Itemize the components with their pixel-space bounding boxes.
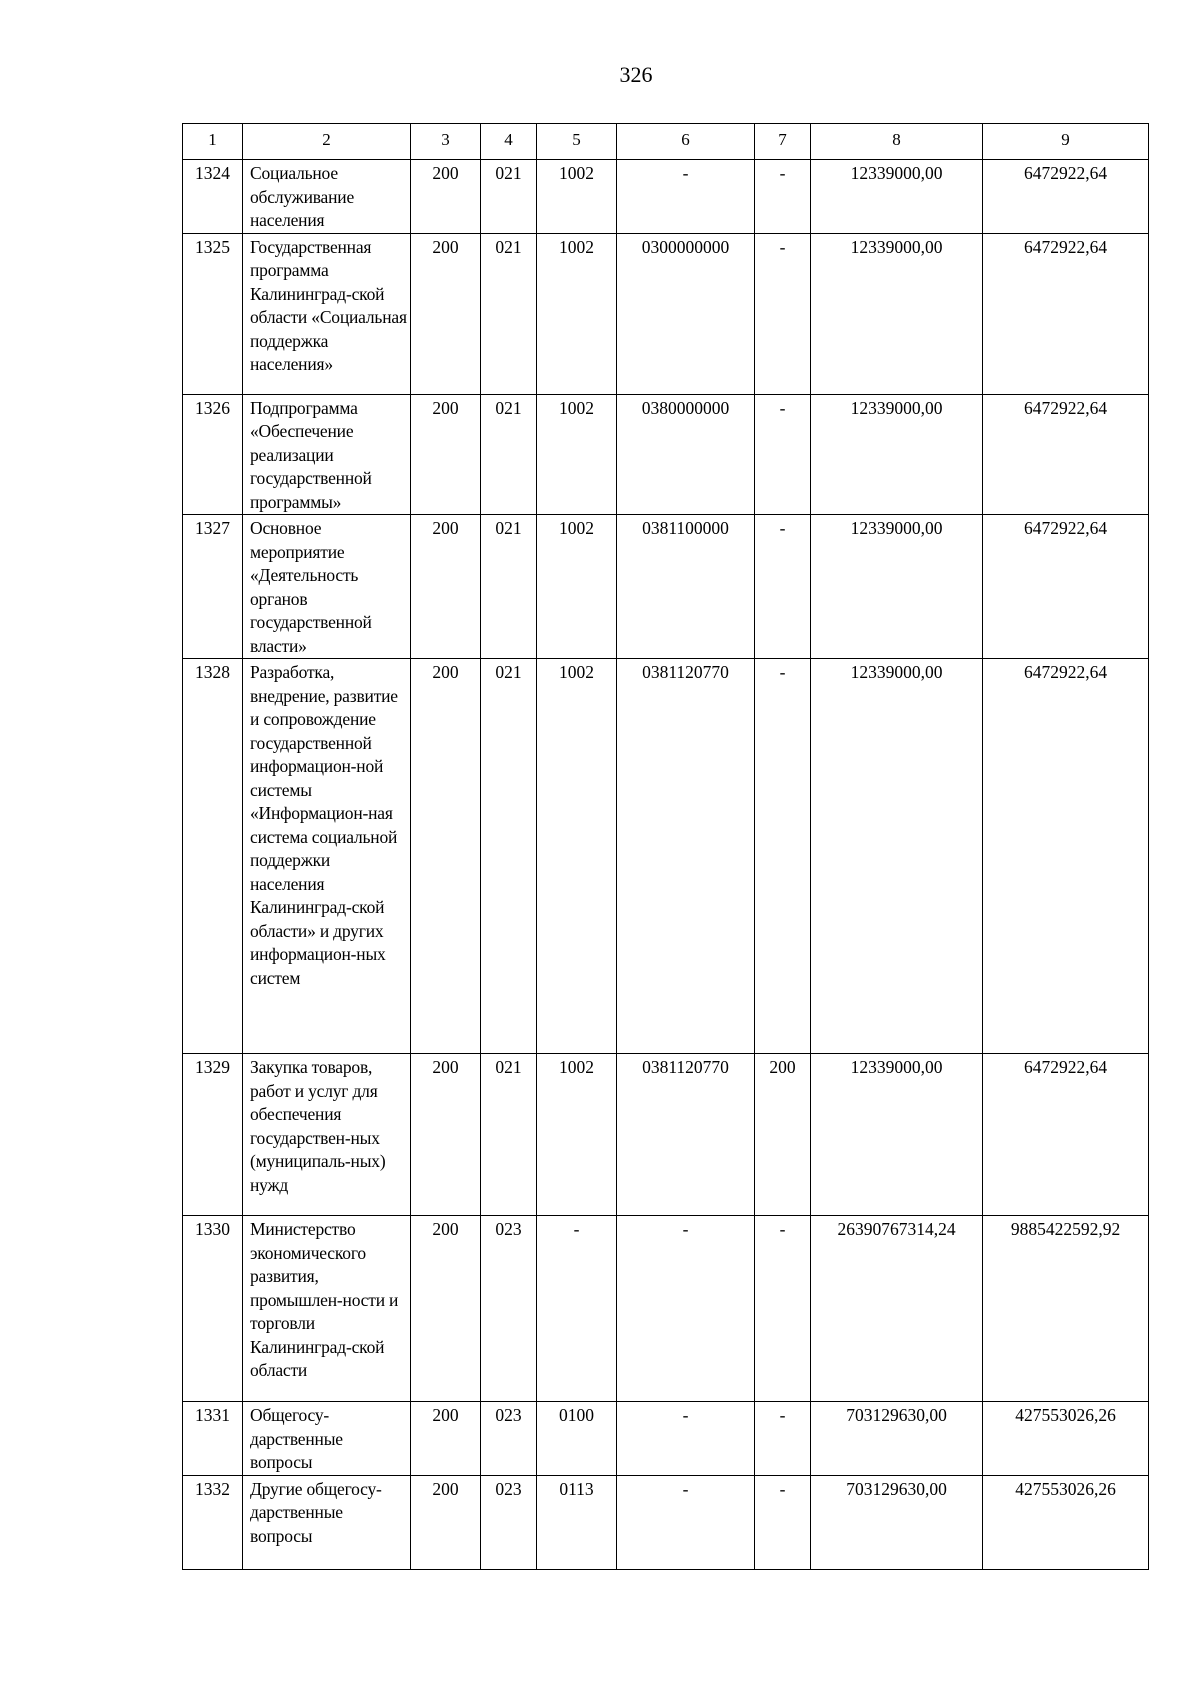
row-number-cell: 1325 xyxy=(183,233,243,394)
budget-table xyxy=(182,123,1149,1570)
cell-col8: 12339000,00 xyxy=(811,394,983,515)
table-header-row xyxy=(183,124,1149,160)
row-name-cell: Государственная программа Калининград-ской области «Социальная поддержка населения» xyxy=(243,233,411,394)
cell-col8: 12339000,00 xyxy=(811,1054,983,1216)
cell-col3: 200 xyxy=(411,1054,481,1216)
cell-col8: 703129630,00 xyxy=(811,1475,983,1569)
cell-col5: 0100 xyxy=(537,1402,617,1476)
row-number-cell: 1329 xyxy=(183,1054,243,1216)
cell-col5: 0113 xyxy=(537,1475,617,1569)
cell-col4: 021 xyxy=(481,394,537,515)
cell-col7: 200 xyxy=(755,1054,811,1216)
cell-col3: 200 xyxy=(411,659,481,1054)
column-header: 6 xyxy=(617,124,755,160)
table-row xyxy=(183,1216,1149,1402)
row-name-cell: Закупка товаров, работ и услуг для обеспечения государствен-ных (муниципаль-ных) нужд xyxy=(243,1054,411,1216)
column-header: 1 xyxy=(183,124,243,160)
cell-col9: 427553026,26 xyxy=(983,1402,1149,1476)
cell-col5: - xyxy=(537,1216,617,1402)
cell-col4: 023 xyxy=(481,1216,537,1402)
cell-col4: 023 xyxy=(481,1475,537,1569)
cell-col6: 0381120770 xyxy=(617,659,755,1054)
cell-col7: - xyxy=(755,233,811,394)
cell-col4: 021 xyxy=(481,233,537,394)
cell-col9: 9885422592,92 xyxy=(983,1216,1149,1402)
cell-col3: 200 xyxy=(411,515,481,659)
cell-col3: 200 xyxy=(411,1475,481,1569)
row-name-cell: Разработка, внедрение, развитие и сопровождение государственной информацион-ной системы «Информацион-ная система социальной поддержки населения Калининград-ской области» и других информацион-ных систем xyxy=(243,659,411,1054)
table-row xyxy=(183,659,1149,1054)
cell-col5: 1002 xyxy=(537,515,617,659)
cell-col8: 26390767314,24 xyxy=(811,1216,983,1402)
cell-col8: 12339000,00 xyxy=(811,233,983,394)
cell-col7: - xyxy=(755,160,811,234)
cell-col6: 0300000000 xyxy=(617,233,755,394)
cell-col5: 1002 xyxy=(537,233,617,394)
cell-col5: 1002 xyxy=(537,394,617,515)
row-name-cell: Министерство экономического развития, промышлен-ности и торговли Калининград-ской области xyxy=(243,1216,411,1402)
cell-col7: - xyxy=(755,1216,811,1402)
cell-col6: - xyxy=(617,1475,755,1569)
cell-col4: 021 xyxy=(481,160,537,234)
cell-col9: 6472922,64 xyxy=(983,160,1149,234)
table-row xyxy=(183,394,1149,515)
row-number-cell: 1327 xyxy=(183,515,243,659)
column-header: 4 xyxy=(481,124,537,160)
row-number-cell: 1328 xyxy=(183,659,243,1054)
cell-col4: 021 xyxy=(481,659,537,1054)
cell-col9: 6472922,64 xyxy=(983,515,1149,659)
row-number-cell: 1332 xyxy=(183,1475,243,1569)
cell-col9: 6472922,64 xyxy=(983,233,1149,394)
cell-col6: - xyxy=(617,160,755,234)
cell-col7: - xyxy=(755,394,811,515)
table-row xyxy=(183,1402,1149,1476)
cell-col9: 6472922,64 xyxy=(983,394,1149,515)
table-row xyxy=(183,1054,1149,1216)
cell-col6: 0380000000 xyxy=(617,394,755,515)
row-name-cell: Другие общегосу-дарственные вопросы xyxy=(243,1475,411,1569)
cell-col6: 0381120770 xyxy=(617,1054,755,1216)
cell-col9: 6472922,64 xyxy=(983,659,1149,1054)
row-number-cell: 1331 xyxy=(183,1402,243,1476)
cell-col4: 021 xyxy=(481,1054,537,1216)
cell-col4: 023 xyxy=(481,1402,537,1476)
cell-col4: 021 xyxy=(481,515,537,659)
row-number-cell: 1324 xyxy=(183,160,243,234)
page-number: 326 xyxy=(619,62,653,87)
cell-col9: 427553026,26 xyxy=(983,1475,1149,1569)
column-header: 3 xyxy=(411,124,481,160)
row-number-cell: 1330 xyxy=(183,1216,243,1402)
cell-col8: 12339000,00 xyxy=(811,160,983,234)
column-header: 9 xyxy=(983,124,1149,160)
cell-col7: - xyxy=(755,659,811,1054)
cell-col7: - xyxy=(755,1475,811,1569)
cell-col9: 6472922,64 xyxy=(983,1054,1149,1216)
cell-col5: 1002 xyxy=(537,1054,617,1216)
column-header: 8 xyxy=(811,124,983,160)
table-row xyxy=(183,160,1149,234)
cell-col3: 200 xyxy=(411,394,481,515)
cell-col8: 12339000,00 xyxy=(811,659,983,1054)
table-row xyxy=(183,1475,1149,1569)
cell-col7: - xyxy=(755,515,811,659)
cell-col6: - xyxy=(617,1402,755,1476)
cell-col3: 200 xyxy=(411,1216,481,1402)
row-name-cell: Общегосу-дарственные вопросы xyxy=(243,1402,411,1476)
cell-col6: - xyxy=(617,1216,755,1402)
cell-col6: 0381100000 xyxy=(617,515,755,659)
cell-col3: 200 xyxy=(411,1402,481,1476)
row-name-cell: Подпрограмма «Обеспечение реализации государственной программы» xyxy=(243,394,411,515)
column-header: 5 xyxy=(537,124,617,160)
cell-col8: 703129630,00 xyxy=(811,1402,983,1476)
cell-col7: - xyxy=(755,1402,811,1476)
cell-col5: 1002 xyxy=(537,659,617,1054)
table-row xyxy=(183,233,1149,394)
row-number-cell: 1326 xyxy=(183,394,243,515)
row-name-cell: Социальное обслуживание населения xyxy=(243,160,411,234)
table-row xyxy=(183,515,1149,659)
cell-col5: 1002 xyxy=(537,160,617,234)
column-header: 7 xyxy=(755,124,811,160)
cell-col3: 200 xyxy=(411,160,481,234)
row-name-cell: Основное мероприятие «Деятельность органов государственной власти» xyxy=(243,515,411,659)
column-header: 2 xyxy=(243,124,411,160)
cell-col8: 12339000,00 xyxy=(811,515,983,659)
cell-col3: 200 xyxy=(411,233,481,394)
